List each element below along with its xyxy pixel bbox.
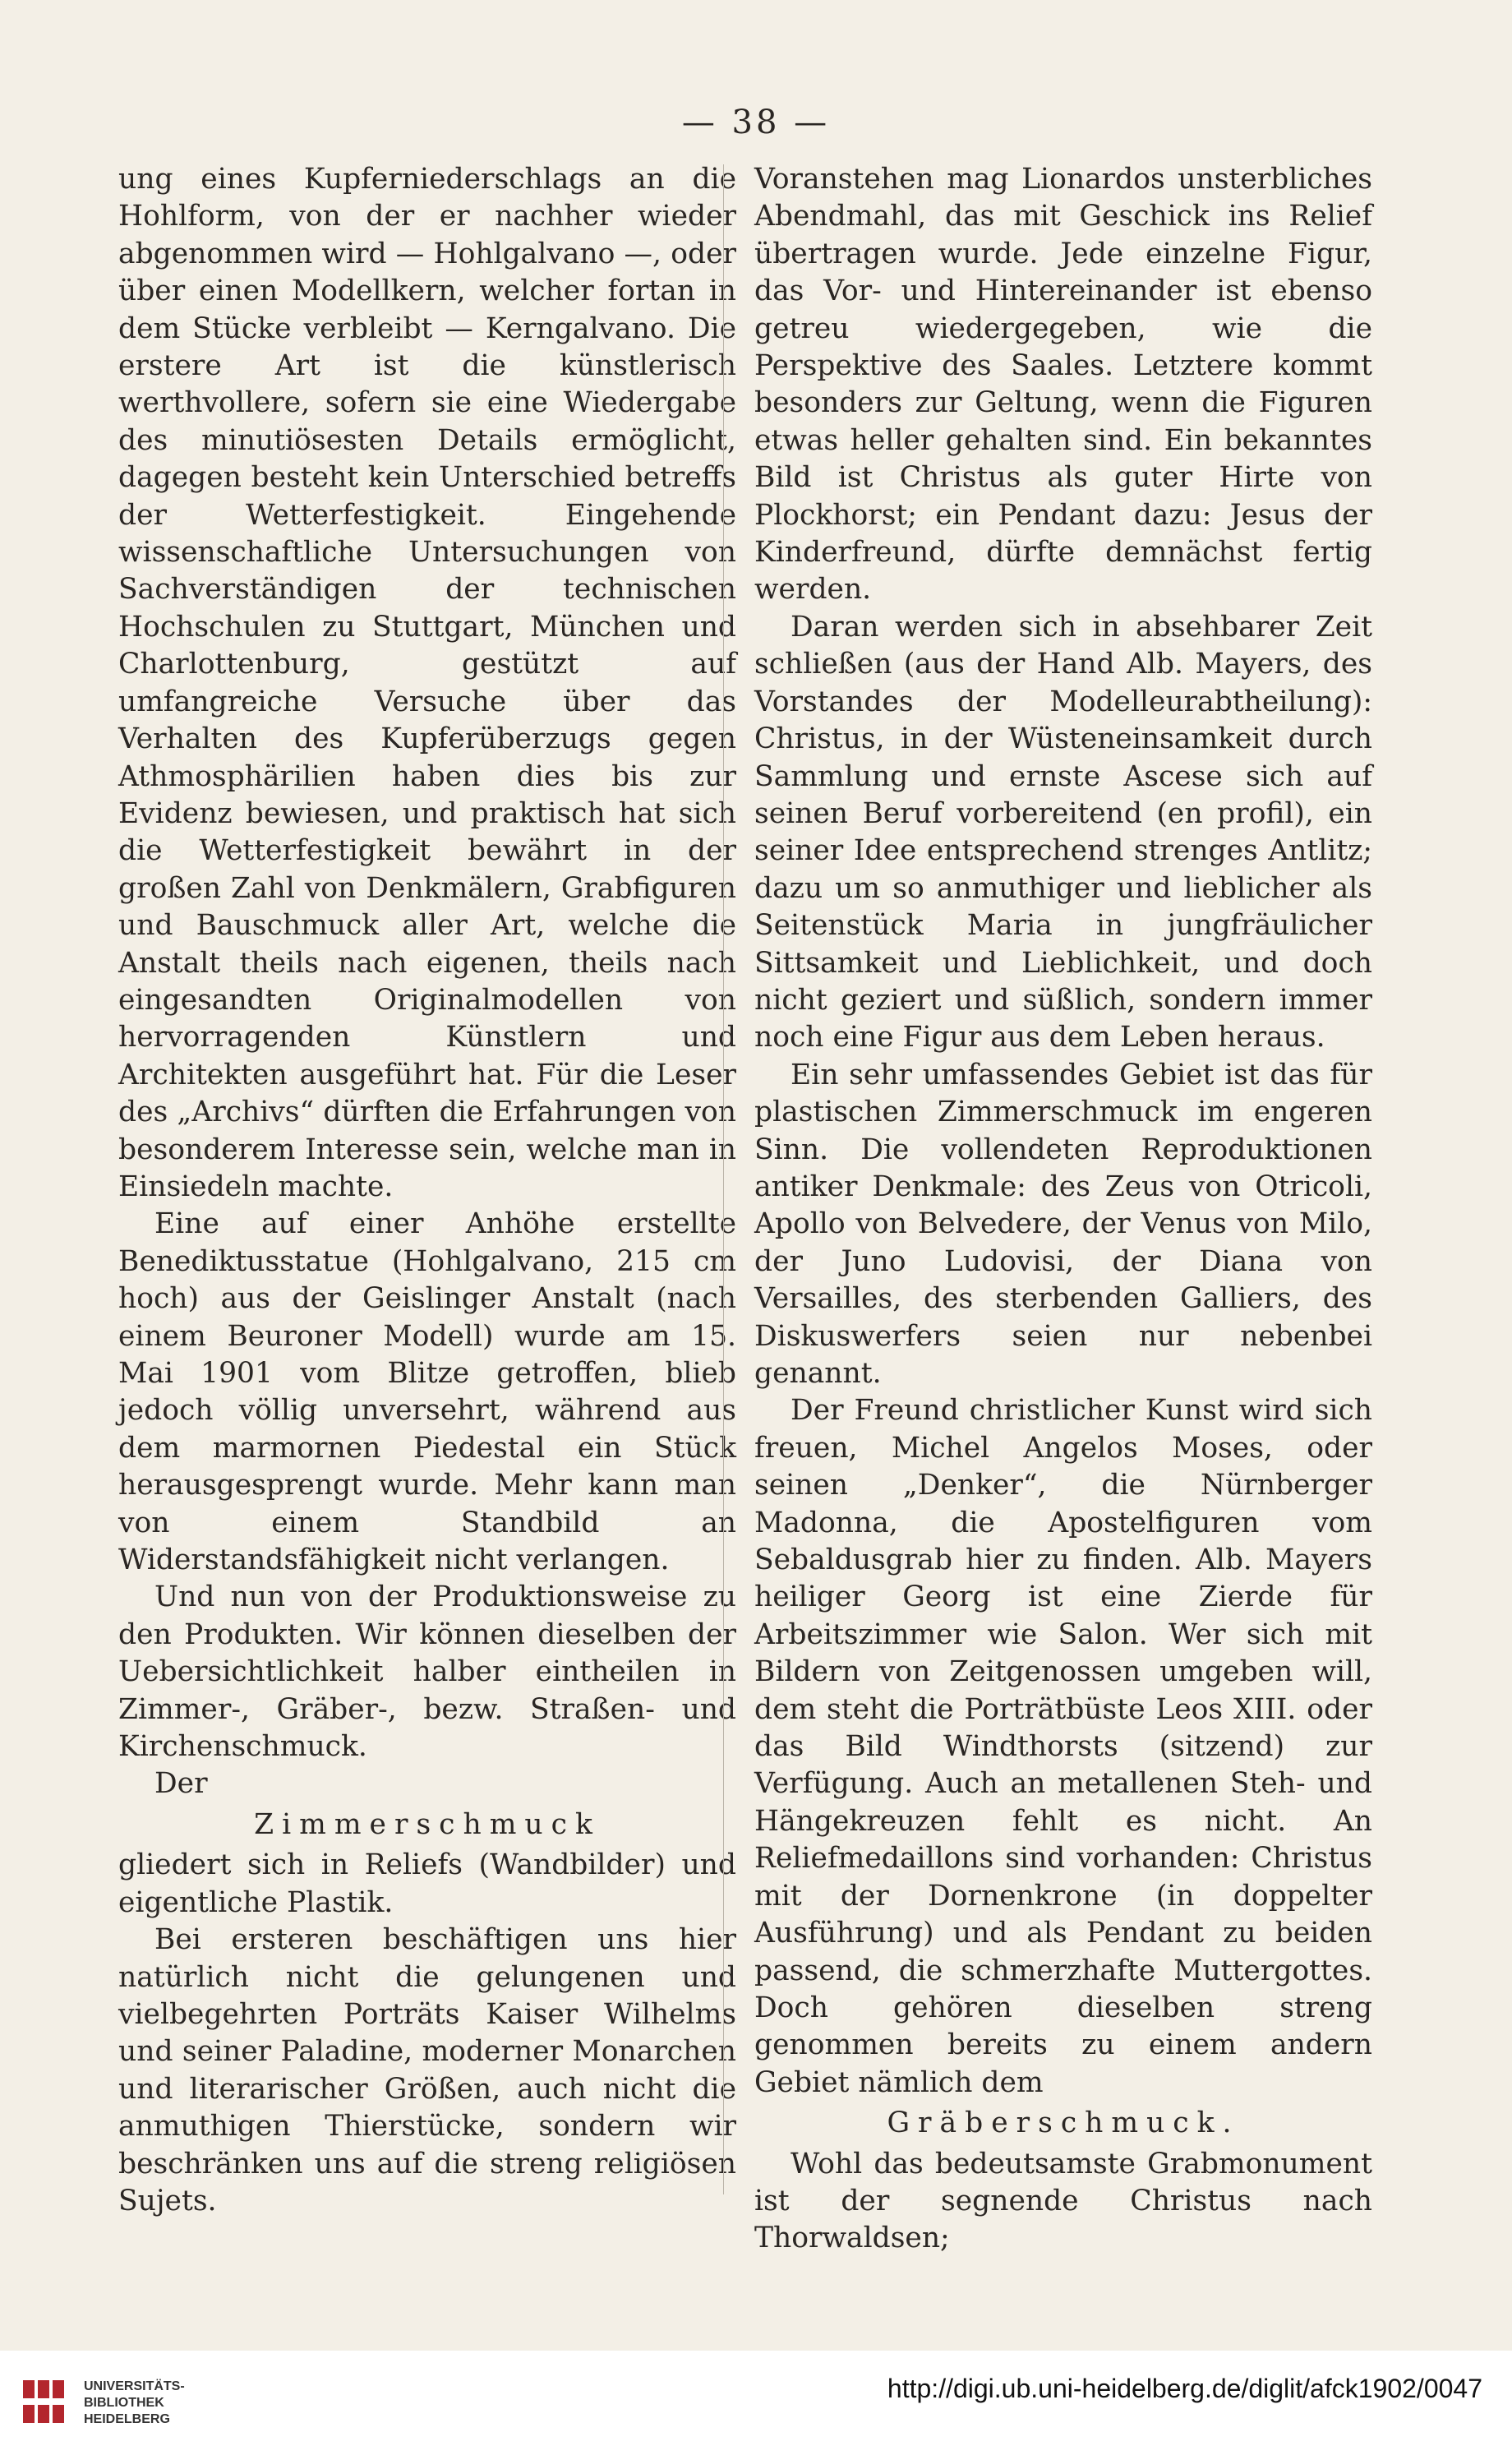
paragraph: Eine auf einer Anhöhe erstellte Benediktusstatue (Hohlgalvano, 215 cm hoch) aus der Geislinger Anstalt (nach einem Beuroner Modell) wurde am 15. Mai 1901 vom Blitze getroffen, blieb jedoch völlig unversehrt, während aus dem marmornen Piedestal ein Stück herausgesprengt wurde. Mehr kann man von einem Standbild an Widerstandsfähigkeit nicht verlangen. bbox=[118, 1207, 736, 1577]
paragraph: ung eines Kupferniederschlags an die Hohlform, von der er nachher wieder abgenommen wird — Hohlgalvano —, oder über einen Modellkern, welcher fortan in dem Stücke verbleibt — Kerngalvano. Die erstere Art ist die künstlerisch werthvollere, sofern sie eine Wiedergabe des minutiösesten Details ermöglicht, dagegen besteht kein Unterschied betreffs der Wetterfestigkeit. Eingehende wissenschaftliche Untersuchungen von Sachverständigen der technischen Hochschulen zu Stuttgart, München und Charlottenburg, gestützt auf umfangreiche Versuche über das Verhalten des Kupferüberzugs gegen Athmosphärilien haben dies bis zur Evidenz bewiesen, und praktisch hat sich die Wetterfestigkeit bewährt in der großen Zahl von Denkmälern, Grabfiguren und Bauschmuck aller Art, welche die Anstalt theils nach eigenen, theils nach eingesandten Originalmodellen von hervorragenden Künstlern und Architekten ausgeführt hat. Für die Leser des „Archivs“ dürften die Erfahrungen von besonderem Interesse sein, welche man in Einsiedeln machte. bbox=[118, 163, 736, 1203]
page-number: — 38 — bbox=[681, 104, 831, 141]
paragraph: Bei ersteren beschäftigen uns hier natürlich nicht die gelungenen und vielbegehrten Porträts Kaiser Wilhelms und seiner Paladine, moderner Monarchen und literarischer Größen, auch nicht die anmuthigen Thierstücke, sondern wir beschränken uns auf die streng religiösen Sujets. bbox=[118, 1923, 736, 2217]
paragraph: gliedert sich in Reliefs (Wandbilder) und eigentliche Plastik. bbox=[118, 1848, 736, 1919]
paragraph: Voranstehen mag Lionardos unsterbliches Abendmahl, das mit Geschick ins Relief übertragen wurde. Jede einzelne Figur, das Vor- und Hintereinander ist ebenso getreu wiedergegeben, wie die Perspektive des Saales. Letztere kommt besonders zur Geltung, wenn die Figuren etwas heller gehalten sind. Ein bekanntes Bild ist Christus als guter Hirte von Plockhorst; ein Pendant dazu: Jesus der Kinderfreund, dürfte demnächst fertig werden. bbox=[754, 163, 1372, 607]
column-divider bbox=[723, 164, 724, 2194]
paragraph: Ein sehr umfassendes Gebiet ist das für plastischen Zimmerschmuck im engeren Sinn. Die vollendeten Reproduktionen antiker Denkmale: des Zeus von Otricoli, Apollo von Belvedere, der Venus von Milo, der Juno Ludovisi, der Diana von Versailles, des sterbenden Galliers, des Diskuswerfers seien nur nebenbei genannt. bbox=[754, 1058, 1372, 1390]
paragraph: Daran werden sich in absehbarer Zeit schließen (aus der Hand Alb. Mayers, des Vorstandes der Modelleurabtheilung): Christus, in der Wüsteneinsamkeit durch Sammlung und ernste Ascese sich auf seinen Beruf vorbereitend (en profil), ein seiner Idee entsprechend strenges Antlitz; dazu um so anmuthiger und lieblicher als Seitenstück Maria in jungfräulicher Sittsamkeit und Lieblichkeit, und doch nicht geziert und süßlich, sondern immer noch eine Figur aus dem Leben heraus. bbox=[754, 610, 1372, 1054]
library-logo[interactable] bbox=[21, 2370, 219, 2434]
logo-line: HEIDELBERG bbox=[84, 2412, 170, 2426]
right-column bbox=[754, 161, 1372, 2258]
paragraph: Und nun von der Produktionsweise zu den Produkten. Wir können dieselben der Uebersichtlichkeit halber eintheilen in Zimmer-, Gräber-, bezw. Straßen- und Kirchenschmuck. bbox=[118, 1581, 736, 1764]
section-heading-zimmerschmuck: Zimmerschmuck bbox=[254, 1807, 601, 1841]
source-url-link[interactable]: http://digi.ub.uni-heidelberg.de/diglit/afck1902/0047 bbox=[887, 2374, 1482, 2403]
logo-line: UNIVERSITÄTS- bbox=[84, 2379, 185, 2393]
paragraph: Der Freund christlicher Kunst wird sich freuen, Michel Angelos Moses, oder seinen „Denker“, die Nürnberger Madonna, die Apostelfiguren vom Sebaldusgrab hier zu finden. Alb. Mayers heiliger Georg ist eine Zierde für Arbeitszimmer wie Salon. Wer sich mit Bildern von Zeitgenossen umgeben will, dem steht die Porträtbüste Leos XIII. oder das Bild Windthorsts (sitzend) zur Verfügung. Auch an metallenen Steh- und Hängekreuzen fehlt es nicht. An Reliefmedaillons sind vorhanden: Christus mit der Dornenkrone (in doppelter Ausführung) und als Pendant zu beiden passend, die schmerzhafte Muttergottes. Doch gehören dieselben streng genommen bereits zu einem andern Gebiet nämlich dem bbox=[754, 1394, 1372, 2099]
logo-line: BIBLIOTHEK bbox=[84, 2396, 164, 2410]
paragraph: Der bbox=[154, 1767, 208, 1801]
left-column bbox=[118, 161, 736, 2220]
library-name bbox=[84, 2379, 185, 2428]
paragraph: Wohl das bedeutsamste Grabmonument ist der segnende Christus nach Thorwaldsen; bbox=[754, 2147, 1372, 2255]
section-heading-graeberschmuck: Gräberschmuck. bbox=[887, 2107, 1240, 2140]
footer-bar bbox=[0, 2351, 1512, 2455]
library-seal-icon bbox=[21, 2377, 67, 2426]
